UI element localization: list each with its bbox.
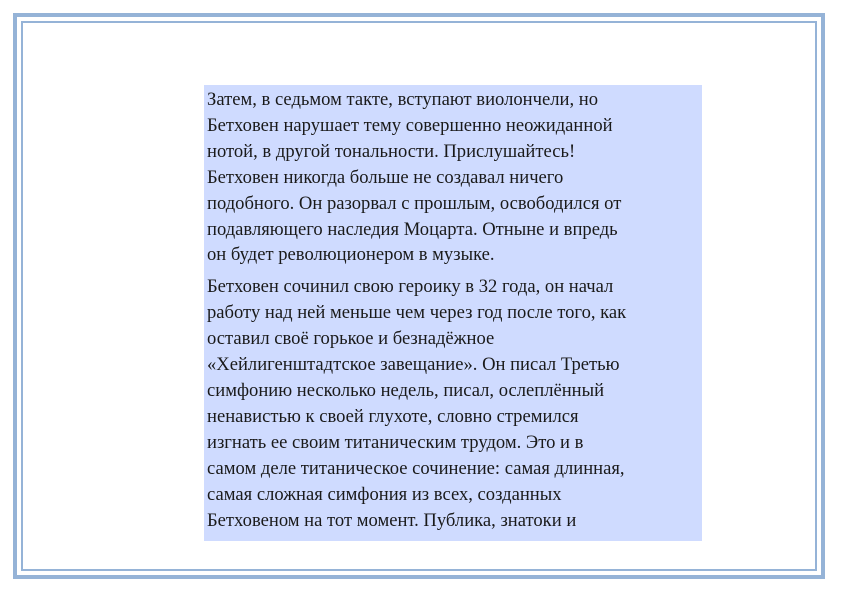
text-line: «Хейлигенштадтское завещание». Он писал Третью	[207, 354, 620, 376]
text-line: самом деле титаническое сочинение: самая длинная,	[207, 457, 625, 479]
text-line: Бетховеном на тот момент. Публика, знатоки и	[207, 509, 577, 531]
text-line: подобного. Он разорвал с прошлым, освободился от	[207, 192, 622, 214]
text-line: Затем, в седьмом такте, вступают виолончели, но	[207, 89, 598, 110]
text-line: изгнать ее своим титаническим трудом. Это и в	[207, 431, 584, 453]
paragraph-1	[207, 87, 699, 268]
paragraph-2	[207, 274, 699, 533]
text-line: самая сложная симфония из всех, созданных	[207, 483, 562, 505]
text-line: подавляющего наследия Моцарта. Отныне и впредь	[207, 218, 618, 240]
text-line: нотой, в другой тональности. Прислушайтесь!	[207, 140, 576, 162]
text-box	[204, 85, 702, 541]
text-line: Бетховен сочинил свою героику в 32 года, он начал	[207, 276, 614, 298]
text-line: симфонию несколько недель, писал, ослеплённый	[207, 379, 605, 401]
text-line: он будет революционером в музыке.	[207, 244, 495, 266]
text-line: Бетховен нарушает тему совершенно неожиданной	[207, 114, 613, 136]
text-line: работу над ней меньше чем через год после того, как	[207, 302, 627, 324]
text-line: ненавистью к своей глухоте, словно стремился	[207, 405, 579, 427]
text-line: оставил своё горькое и безнадёжное	[207, 328, 495, 350]
text-line: Бетховен никогда больше не создавал ничего	[207, 166, 564, 188]
